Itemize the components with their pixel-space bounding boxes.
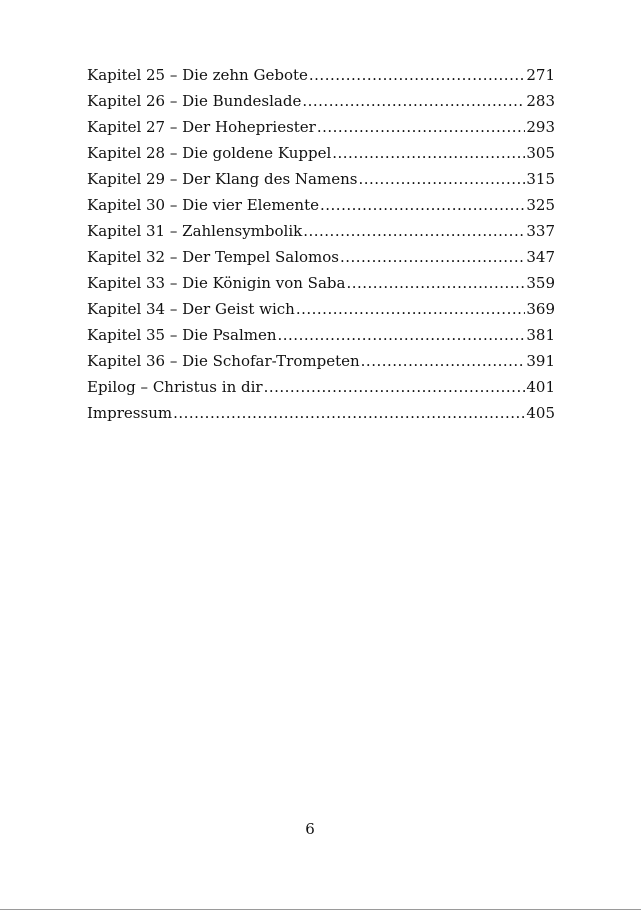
toc-entry-kapitel-32[interactable] <box>87 244 555 270</box>
toc-dot-leader <box>278 322 526 348</box>
toc-entry-page: 325 <box>526 196 555 214</box>
toc-entry-kapitel-26[interactable] <box>87 88 555 114</box>
page-bottom-divider <box>0 909 641 910</box>
toc-entry-title: Kapitel 32 – Der Tempel Salomos <box>87 248 339 266</box>
toc-dot-leader <box>173 400 525 426</box>
toc-entry-page: 405 <box>526 404 555 422</box>
toc-entry-page: 347 <box>526 248 555 266</box>
toc-dot-leader <box>358 166 525 192</box>
toc-entry-impressum[interactable] <box>87 400 555 426</box>
toc-dot-leader <box>332 140 525 166</box>
toc-entry-title: Kapitel 33 – Die Königin von Saba <box>87 274 346 292</box>
toc-dot-leader <box>320 192 525 218</box>
toc-entry-title: Kapitel 27 – Der Hohepriester <box>87 118 316 136</box>
toc-entry-kapitel-36[interactable] <box>87 348 555 374</box>
toc-entry-title: Kapitel 25 – Die zehn Gebote <box>87 66 308 84</box>
toc-entry-kapitel-27[interactable] <box>87 114 555 140</box>
toc-dot-leader <box>296 296 526 322</box>
toc-entry-page: 315 <box>526 170 555 188</box>
toc-entry-title: Kapitel 29 – Der Klang des Namens <box>87 170 358 188</box>
toc-entry-title: Kapitel 31 – Zahlensymbolik <box>87 222 303 240</box>
toc-dot-leader <box>340 244 525 270</box>
toc-entry-kapitel-25[interactable] <box>87 62 555 88</box>
toc-entry-page: 337 <box>526 222 555 240</box>
toc-entry-kapitel-34[interactable] <box>87 296 555 322</box>
table-of-contents <box>87 62 555 426</box>
toc-dot-leader <box>361 348 526 374</box>
toc-entry-title: Epilog – Christus in dir <box>87 378 263 396</box>
toc-entry-kapitel-28[interactable] <box>87 140 555 166</box>
toc-entry-title: Kapitel 34 – Der Geist wich <box>87 300 295 318</box>
toc-dot-leader <box>317 114 526 140</box>
toc-dot-leader <box>264 374 526 400</box>
toc-entry-page: 381 <box>526 326 555 344</box>
toc-entry-title: Kapitel 26 – Die Bundeslade <box>87 92 302 110</box>
toc-entry-title: Kapitel 28 – Die goldene Kuppel <box>87 144 332 162</box>
toc-entry-page: 283 <box>526 92 555 110</box>
toc-dot-leader <box>309 62 525 88</box>
toc-dot-leader <box>346 270 525 296</box>
toc-entry-title: Kapitel 35 – Die Psalmen <box>87 326 277 344</box>
toc-entry-page: 391 <box>526 352 555 370</box>
toc-entry-page: 305 <box>526 144 555 162</box>
toc-entry-kapitel-31[interactable] <box>87 218 555 244</box>
toc-entry-title: Kapitel 30 – Die vier Elemente <box>87 196 319 214</box>
toc-entry-page: 271 <box>526 66 555 84</box>
toc-entry-kapitel-35[interactable] <box>87 322 555 348</box>
toc-entry-kapitel-30[interactable] <box>87 192 555 218</box>
toc-entry-epilog[interactable] <box>87 374 555 400</box>
toc-dot-leader <box>303 218 525 244</box>
toc-entry-page: 359 <box>526 274 555 292</box>
toc-entry-page: 369 <box>526 300 555 318</box>
toc-entry-title: Impressum <box>87 404 173 422</box>
toc-dot-leader <box>302 88 525 114</box>
toc-entry-page: 293 <box>526 118 555 136</box>
toc-entry-title: Kapitel 36 – Die Schofar-Trompeten <box>87 352 360 370</box>
toc-entry-page: 401 <box>526 378 555 396</box>
toc-entry-kapitel-33[interactable] <box>87 270 555 296</box>
page-number: 6 <box>305 820 315 838</box>
toc-entry-kapitel-29[interactable] <box>87 166 555 192</box>
